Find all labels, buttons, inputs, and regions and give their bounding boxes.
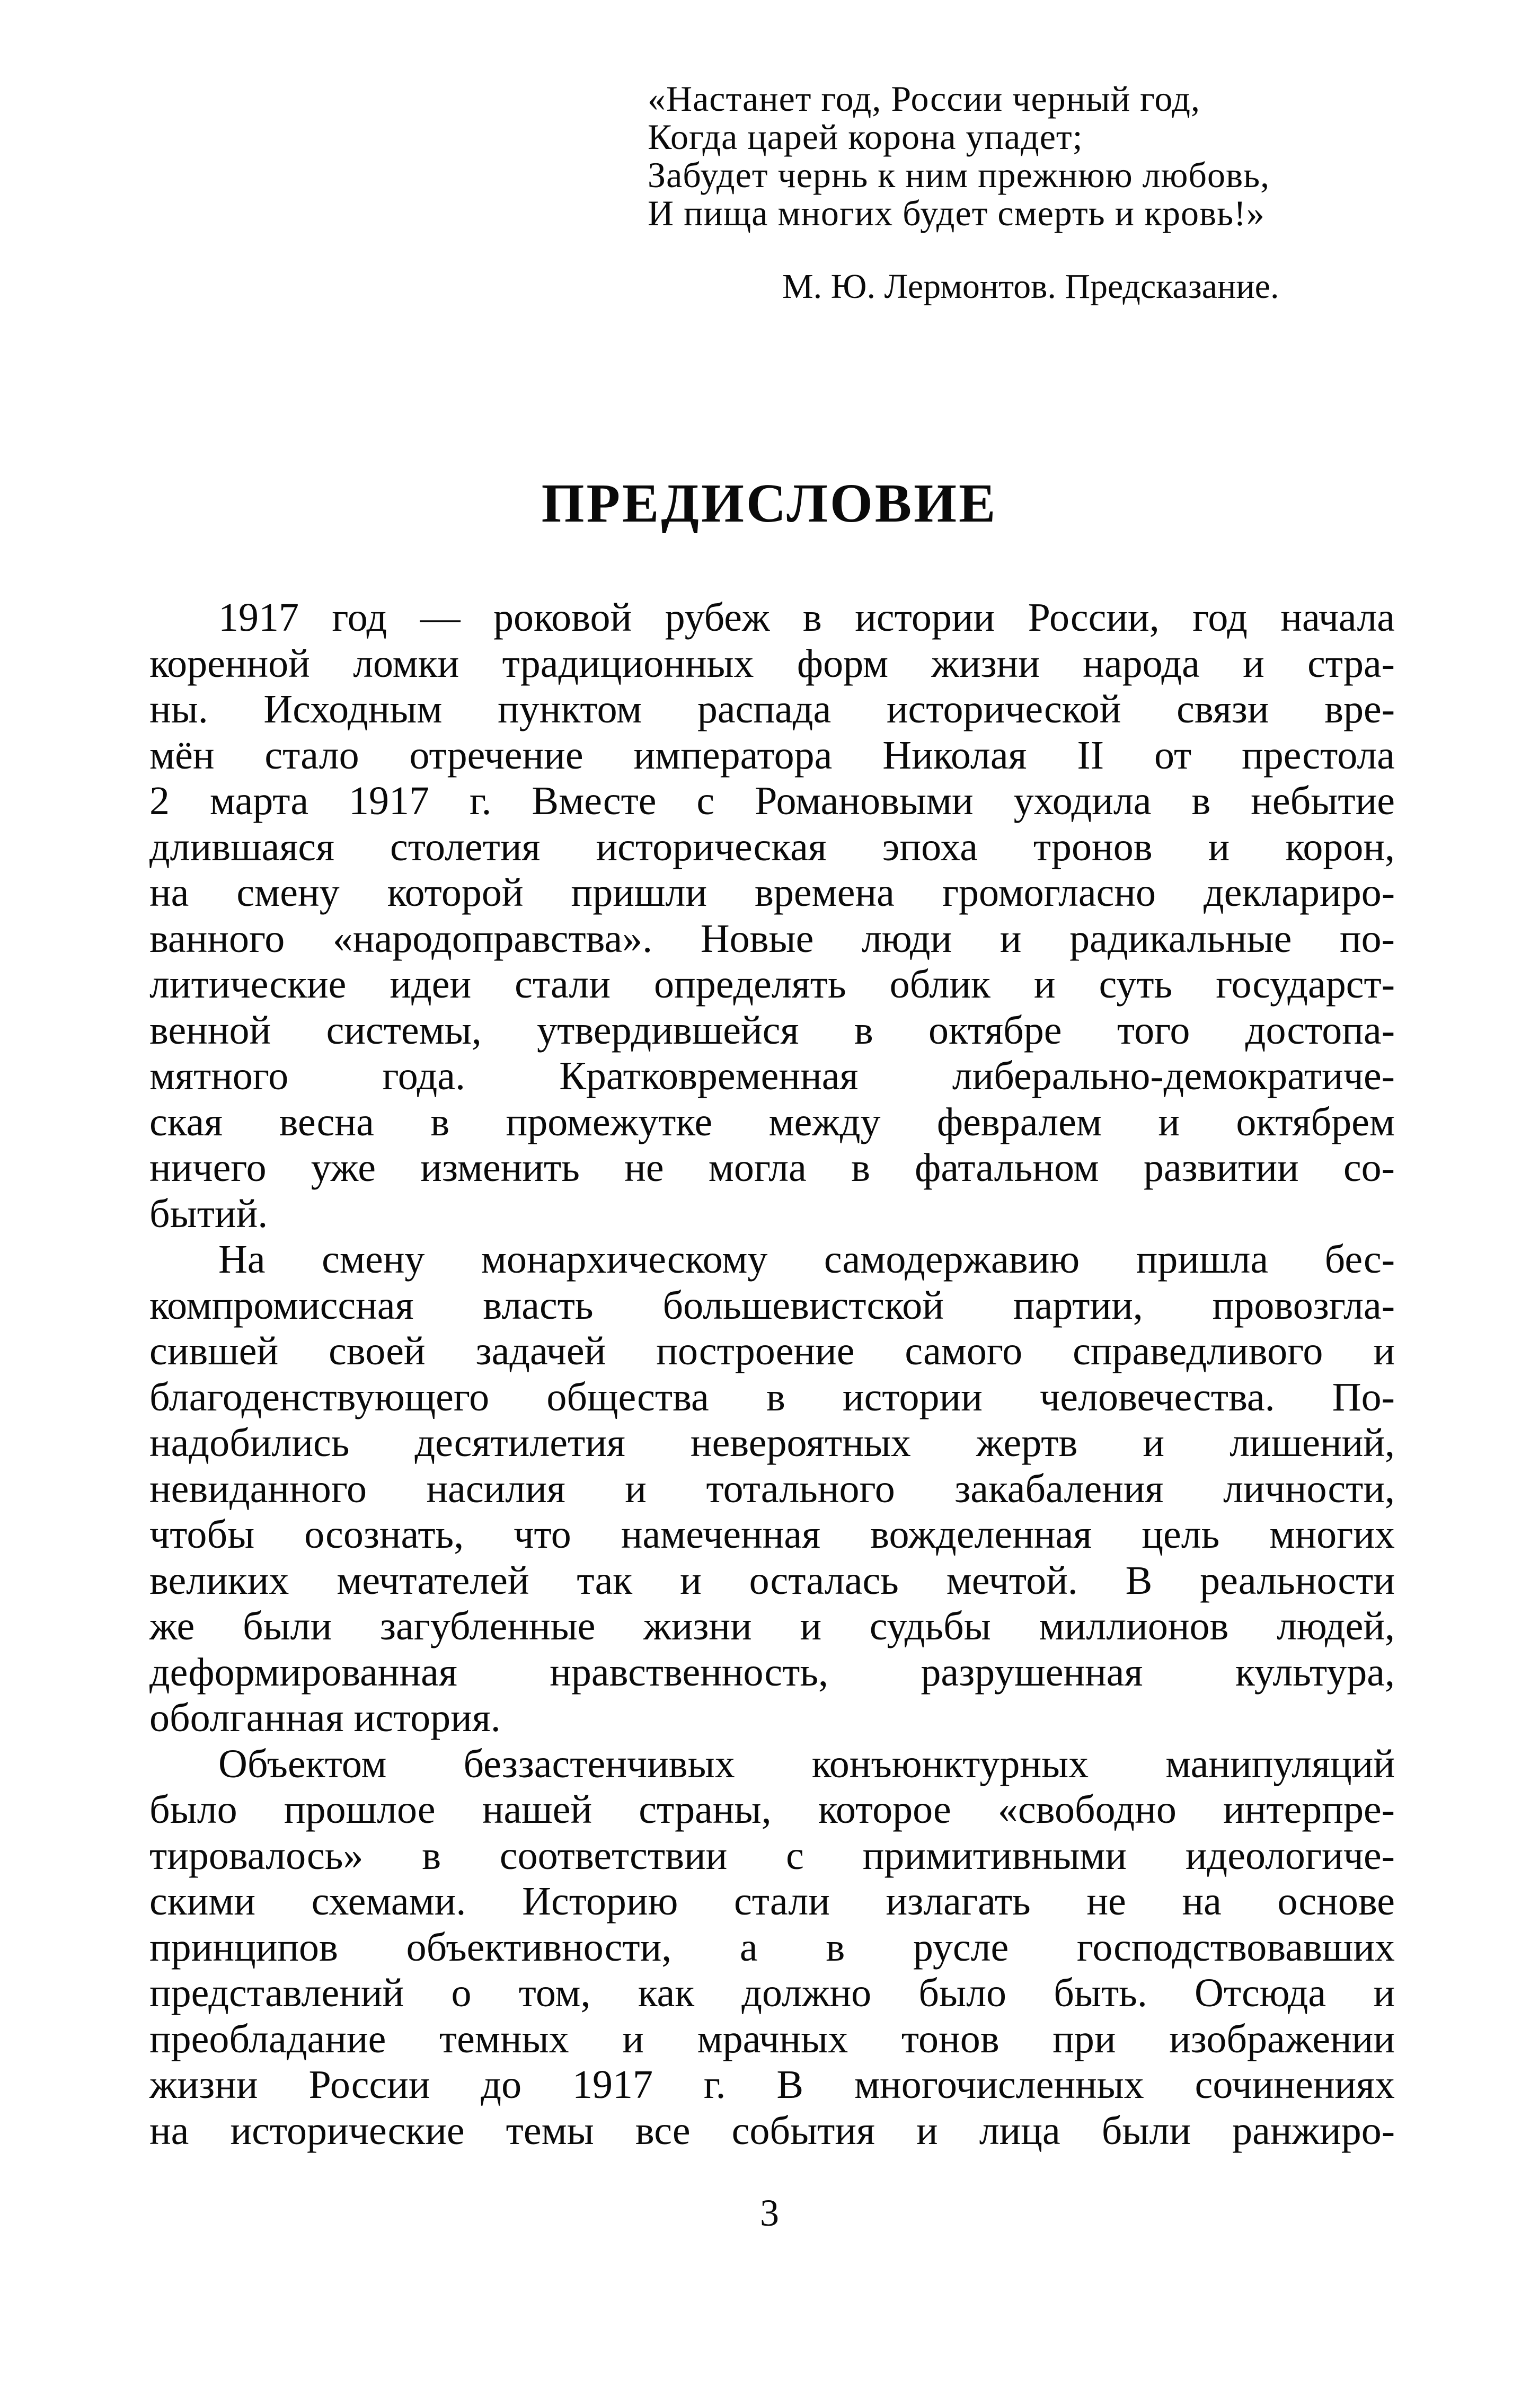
text-line: великих мечтателей так и осталась мечтой. В реальности <box>149 1558 1395 1603</box>
text-line: компромиссная власть большевистской партии, провозгла- <box>149 1283 1395 1328</box>
text-line: ванного «народоправства». Новые люди и радикальные по- <box>149 916 1395 961</box>
text-line: ская весна в промежутке между февралем и октябрем <box>149 1099 1395 1144</box>
text-line: венной системы, утвердившейся в октябре того достопа- <box>149 1008 1395 1053</box>
text-line: мятного года. Кратковременная либерально-демократиче- <box>149 1054 1395 1098</box>
text-line: жизни России до 1917 г. В многочисленных сочинениях <box>149 2062 1395 2107</box>
epigraph-source: М. Ю. Лермонтов. Предсказание. <box>782 267 1279 306</box>
chapter-title: ПРЕДИСЛОВИЕ <box>541 473 998 534</box>
text-line: скими схемами. Историю стали излагать не на основе <box>149 1879 1395 1924</box>
text-line: надобились десятилетия невероятных жертв и лишений, <box>149 1421 1395 1465</box>
text-line: преобладание темных и мрачных тонов при изображении <box>149 2016 1395 2061</box>
text-line: бытий. <box>149 1191 268 1236</box>
text-line: сившей своей задачей построение самого справедливого и <box>149 1329 1395 1373</box>
text-line: коренной ломки традиционных форм жизни народа и стра- <box>149 641 1395 686</box>
page-number: 3 <box>760 2192 779 2234</box>
epigraph-line: И пища многих будет смерть и кровь!» <box>648 193 1265 233</box>
text-line: на смену которой пришли времена громогласно деклариро- <box>149 870 1395 915</box>
epigraph <box>648 80 1390 232</box>
text-line: же были загубленные жизни и судьбы миллионов людей, <box>149 1604 1395 1648</box>
text-line: благоденствующего общества в истории человечества. По- <box>149 1374 1395 1419</box>
text-line: тировалось» в соответствии с примитивными идеологиче- <box>149 1833 1395 1878</box>
text-line: невиданного насилия и тотального закабаления личности, <box>149 1466 1395 1511</box>
text-line: литические идеи стали определять облик и суть государст- <box>149 962 1395 1007</box>
epigraph-line: Забудет чернь к ним прежнюю любовь, <box>648 155 1270 195</box>
text-line: принципов объективности, а в русле господствовавших <box>149 1925 1395 1970</box>
text-line: деформированная нравственность, разрушенная культура, <box>149 1650 1395 1695</box>
text-line: ничего уже изменить не могла в фатальном развитии со- <box>149 1145 1395 1190</box>
text-line: 1917 год — роковой рубеж в истории России, год начала <box>218 595 1395 640</box>
text-line: ны. Исходным пунктом распада исторической связи вре- <box>149 687 1395 731</box>
text-line: чтобы осознать, что намеченная вожделенная цель многих <box>149 1512 1395 1557</box>
epigraph-line: Когда царей корона упадет; <box>648 117 1083 157</box>
text-line: было прошлое нашей страны, которое «свободно интерпре- <box>149 1787 1395 1832</box>
epigraph-line: «Настанет год, России черный год, <box>648 78 1200 119</box>
text-line: Объектом беззастенчивых конъюнктурных манипуляций <box>218 1741 1395 1786</box>
text-line: На смену монархическому самодержавию пришла бес- <box>218 1237 1395 1282</box>
text-line: мён стало отречение императора Николая II от престола <box>149 733 1395 778</box>
body-text <box>149 595 1395 2154</box>
text-line: представлений о том, как должно было быть. Отсюда и <box>149 1971 1395 2015</box>
text-line: на исторические темы все события и лица были ранжиро- <box>149 2108 1395 2153</box>
text-line: оболганная история. <box>149 1696 501 1740</box>
text-line: длившаяся столетия историческая эпоха тронов и корон, <box>149 824 1395 869</box>
text-line: 2 марта 1917 г. Вместе с Романовыми уходила в небытие <box>149 779 1395 823</box>
